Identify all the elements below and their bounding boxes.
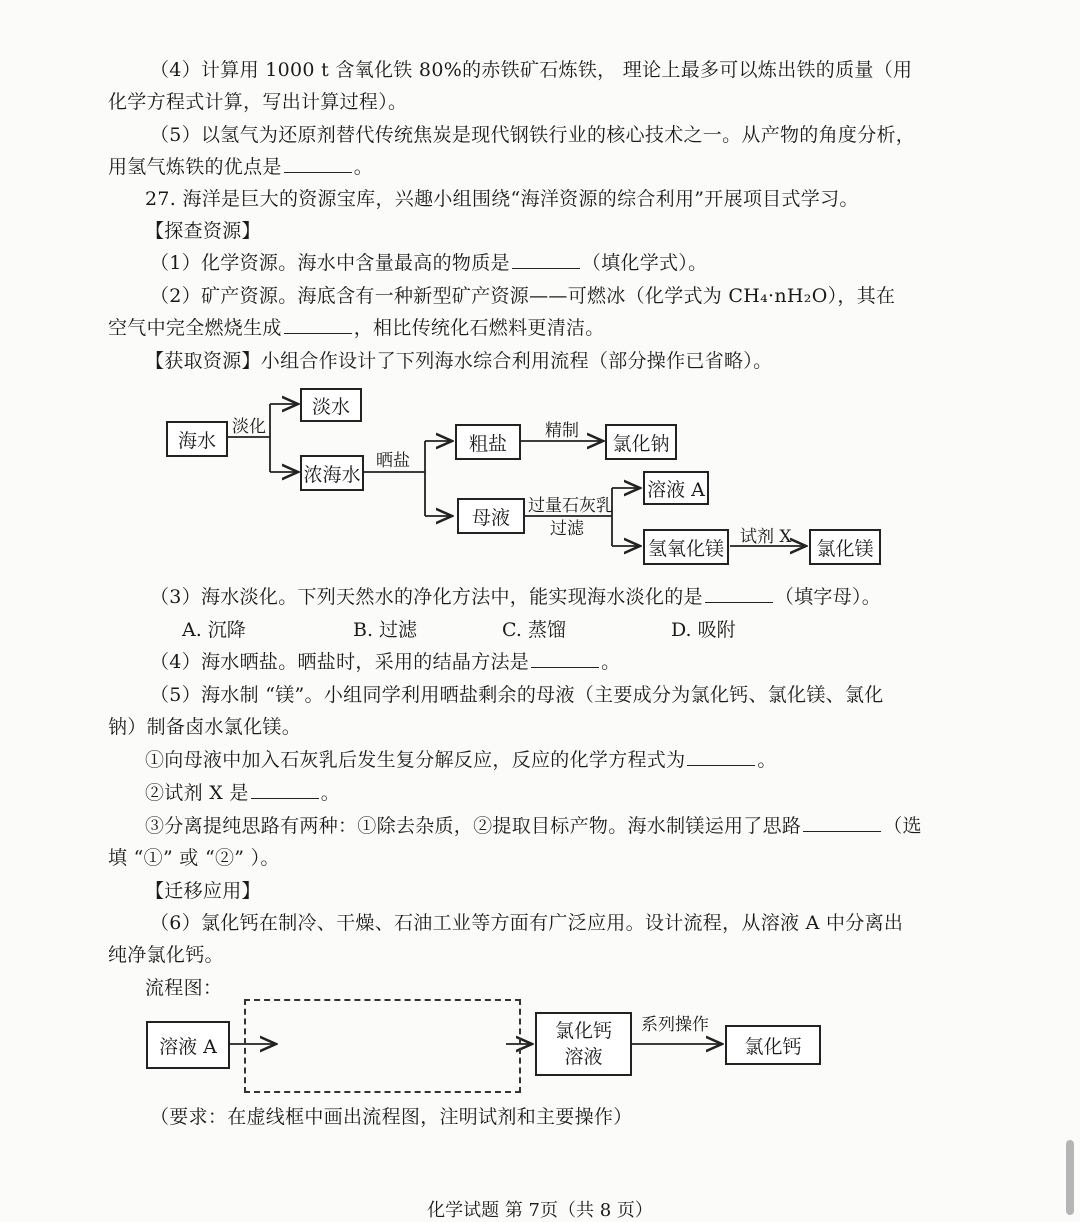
option-d[interactable]: D. 吸附 bbox=[671, 619, 736, 641]
answer-blank[interactable] bbox=[251, 780, 319, 799]
q26-5-line2: 用氢气炼铁的优点是 。 bbox=[108, 156, 374, 178]
answer-blank[interactable] bbox=[705, 584, 773, 603]
box-calcium-chloride: 氯化钙 bbox=[725, 1025, 821, 1065]
flowchart-label: 流程图： bbox=[145, 977, 223, 999]
box-text-line2: 溶液 bbox=[564, 1046, 603, 1068]
q27-5-sub2: ②试剂 X 是 。 bbox=[145, 782, 341, 804]
answer-blank[interactable] bbox=[531, 649, 599, 668]
page-footer: 化学试题 第 7页（共 8 页） bbox=[427, 1200, 653, 1221]
q27-2-line2: 空气中完全燃烧生成 ，相比传统化石燃料更清洁。 bbox=[108, 317, 605, 339]
label-sun-salt: 晒盐 bbox=[376, 451, 410, 471]
q27-5-line2: 钠）制备卤水氯化镁。 bbox=[108, 716, 302, 738]
q26-4-line1: （4）计算用 1000 t 含氧化铁 80%的赤铁矿石炼铁， 理论上最多可以炼出铁的质量（用 bbox=[150, 59, 913, 81]
box-crude-salt: 粗盐 bbox=[455, 424, 521, 460]
box-solution-a-2: 溶液 A bbox=[146, 1021, 230, 1069]
box-solution-a: 溶液 A bbox=[643, 471, 709, 505]
answer-dashed-box[interactable] bbox=[244, 999, 521, 1093]
box-mother-liquor: 母液 bbox=[457, 498, 525, 534]
q27-6-line1: （6）氯化钙在制冷、干燥、石油工业等方面有广泛应用。设计流程，从溶液 A 中分离出 bbox=[150, 912, 904, 934]
section-explore: 【探查资源】 bbox=[145, 220, 261, 242]
box-seawater: 海水 bbox=[166, 421, 228, 457]
q26-4-line2: 化学方程式计算，写出计算过程）。 bbox=[108, 91, 408, 113]
q27-4: （4）海水晒盐。晒盐时，采用的结晶方法是 。 bbox=[150, 651, 621, 673]
q27-5-sub1: ①向母液中加入石灰乳后发生复分解反应，反应的化学方程式为 。 bbox=[145, 749, 777, 771]
q27-5-line1: （5）海水制 “镁”。小组同学利用晒盐剩余的母液（主要成分为氯化钙、氯化镁、氯化 bbox=[150, 684, 884, 706]
box-magnesium-hydroxide: 氢氧化镁 bbox=[643, 529, 729, 565]
q27-5-sub3: ③分离提纯思路有两种：①除去杂质，②提取目标产物。海水制镁运用了思路 （选 bbox=[145, 815, 922, 837]
section-obtain: 【获取资源】小组合作设计了下列海水综合利用流程（部分操作已省略）。 bbox=[145, 350, 773, 372]
label-filtration: 过滤 bbox=[550, 519, 584, 539]
q27-2-line1: （2）矿产资源。海底含有一种新型矿产资源——可燃冰（化学式为 CH₄·nH₂O），其在 bbox=[150, 285, 896, 307]
option-c[interactable]: C. 蒸馏 bbox=[502, 619, 566, 641]
box-calcium-chloride-solution bbox=[535, 1012, 632, 1076]
box-concentrated-seawater: 浓海水 bbox=[300, 455, 364, 491]
answer-blank[interactable] bbox=[803, 813, 881, 832]
q27-5-sub3-line2: 填 “①” 或 “②” ）。 bbox=[108, 847, 280, 869]
box-magnesium-chloride: 氯化镁 bbox=[809, 529, 881, 565]
label-refine: 精制 bbox=[545, 421, 579, 441]
q27-6-line2: 纯净氯化钙。 bbox=[108, 944, 224, 966]
q26-5-line1: （5）以氢气为还原剂替代传统焦炭是现代钢铁行业的核心技术之一。从产物的角度分析， bbox=[150, 124, 916, 146]
label-excess-lime: 过量石灰乳 bbox=[528, 496, 613, 516]
label-reagent-x: 试剂 X bbox=[740, 527, 792, 547]
label-series-operations: 系列操作 bbox=[641, 1015, 709, 1035]
answer-blank[interactable] bbox=[687, 747, 755, 766]
q27-3: （3）海水淡化。下列天然水的净化方法中，能实现海水淡化的是 （填字母）。 bbox=[150, 586, 882, 608]
q27-stem: 27. 海洋是巨大的资源宝库，兴趣小组围绕“海洋资源的综合利用”开展项目式学习。 bbox=[145, 188, 859, 210]
q27-1: （1）化学资源。海水中含量最高的物质是 （填化学式）。 bbox=[150, 252, 708, 274]
box-freshwater: 淡水 bbox=[300, 388, 362, 422]
box-text-line1: 氯化钙 bbox=[554, 1020, 612, 1042]
section-apply: 【迁移应用】 bbox=[145, 880, 261, 902]
option-b[interactable]: B. 过滤 bbox=[353, 619, 418, 641]
box-sodium-chloride: 氯化钠 bbox=[605, 424, 677, 460]
option-a[interactable]: A. 沉降 bbox=[182, 619, 246, 641]
scrollbar[interactable] bbox=[1066, 1140, 1074, 1215]
q27-6-requirement: （要求：在虚线框中画出流程图，注明试剂和主要操作） bbox=[150, 1106, 633, 1128]
label-desalination: 淡化 bbox=[232, 417, 266, 437]
